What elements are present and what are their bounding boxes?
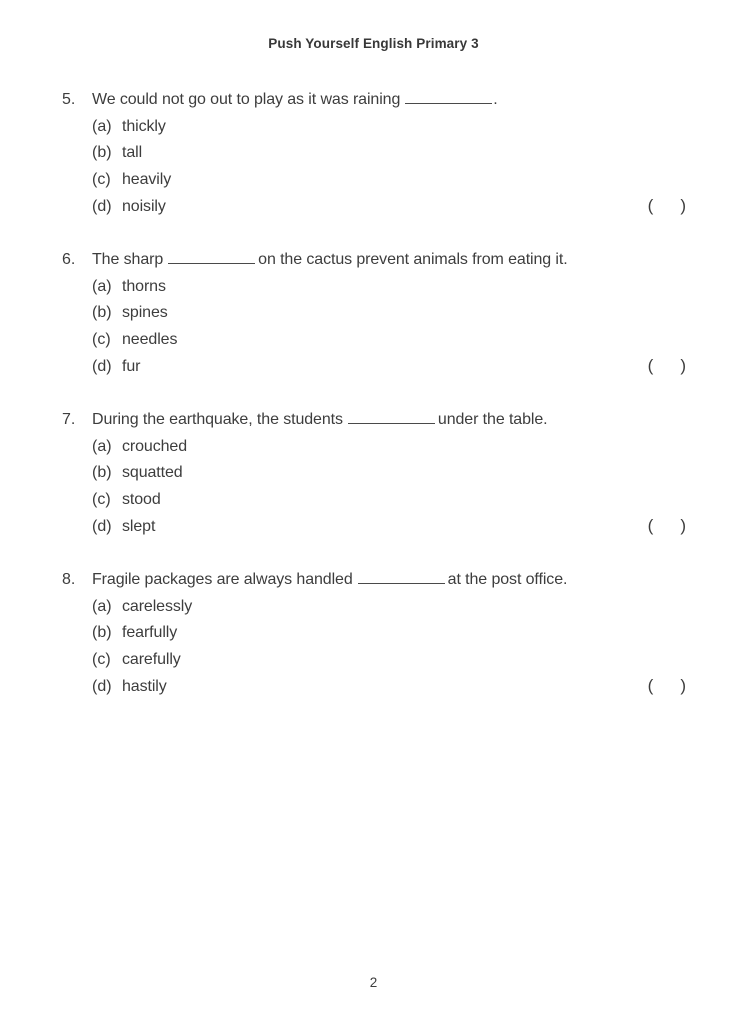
question-text — [92, 407, 686, 434]
option-text: spines — [122, 304, 168, 322]
option-label: (a) — [92, 437, 112, 455]
bracket-open: ( — [647, 676, 654, 696]
answer-bracket — [648, 513, 686, 540]
option-text: fur — [122, 358, 141, 376]
option-text: squatted — [122, 464, 183, 482]
option-text: thickly — [122, 117, 166, 135]
questions-section — [0, 87, 747, 701]
option-row — [62, 513, 686, 541]
bracket-open: ( — [647, 356, 654, 376]
option-label: (d) — [92, 678, 112, 696]
option-text: hastily — [122, 678, 167, 696]
option-label: (c) — [92, 650, 111, 668]
question-text-before: During the earthquake, the students — [92, 410, 343, 428]
option-text: heavily — [122, 170, 172, 188]
option-label: (c) — [92, 330, 111, 348]
question-block-8 — [62, 567, 686, 701]
answer-bracket — [648, 193, 686, 220]
question-line — [62, 87, 686, 114]
option-row — [62, 193, 686, 221]
question-number: 6. — [62, 250, 76, 268]
option-text: noisily — [122, 198, 166, 216]
question-text-after: at the post office. — [447, 570, 568, 588]
option-row — [62, 647, 686, 674]
question-text — [92, 567, 686, 594]
option-label: (c) — [92, 490, 111, 508]
question-block-5 — [62, 87, 686, 221]
question-text-after: under the table. — [437, 410, 548, 428]
answer-blank — [358, 572, 445, 584]
answer-blank — [168, 252, 255, 264]
option-row — [62, 167, 686, 194]
option-row — [62, 594, 686, 621]
question-line — [62, 247, 686, 274]
option-row — [62, 140, 686, 167]
bracket-close: ) — [680, 356, 686, 376]
option-text: stood — [122, 490, 161, 508]
option-row — [62, 460, 686, 487]
option-label: (b) — [92, 304, 112, 322]
option-row — [62, 274, 686, 301]
answer-bracket — [648, 673, 686, 700]
question-number: 7. — [62, 410, 76, 428]
option-text: tall — [122, 144, 143, 162]
page-footer — [0, 975, 747, 990]
option-text: crouched — [122, 437, 188, 455]
option-label: (a) — [92, 117, 112, 135]
option-text: fearfully — [122, 624, 178, 642]
option-row — [62, 353, 686, 381]
option-label: (b) — [92, 624, 112, 642]
bracket-close: ) — [680, 516, 686, 536]
page-header — [0, 0, 747, 51]
option-label: (d) — [92, 198, 112, 216]
option-row — [62, 300, 686, 327]
option-label: (d) — [92, 358, 112, 376]
option-row — [62, 620, 686, 647]
option-row — [62, 114, 686, 141]
question-text-after: on the cactus prevent animals from eating it. — [258, 250, 568, 268]
option-label: (a) — [92, 277, 112, 295]
option-label: (a) — [92, 597, 112, 615]
option-text: needles — [122, 330, 178, 348]
question-text-before: Fragile packages are always handled — [92, 570, 353, 588]
question-line — [62, 407, 686, 434]
question-number: 8. — [62, 570, 76, 588]
option-label: (d) — [92, 518, 112, 536]
bracket-open: ( — [647, 196, 654, 216]
option-row — [62, 673, 686, 701]
option-label: (b) — [92, 464, 112, 482]
option-row — [62, 434, 686, 461]
answer-blank — [348, 412, 435, 424]
question-line — [62, 567, 686, 594]
option-row — [62, 487, 686, 514]
book-title: Push Yourself English Primary 3 — [268, 36, 479, 51]
question-number: 5. — [62, 91, 76, 108]
question-text-after: . — [493, 91, 498, 108]
bracket-close: ) — [680, 676, 686, 696]
page-number: 2 — [369, 975, 378, 990]
question-text — [92, 247, 686, 274]
bracket-open: ( — [647, 516, 654, 536]
answer-bracket — [648, 353, 686, 380]
question-block-6 — [62, 247, 686, 381]
question-text-before: The sharp — [92, 250, 164, 268]
option-text: thorns — [122, 277, 166, 295]
answer-blank — [405, 92, 492, 104]
option-text: carefully — [122, 650, 181, 668]
option-text: slept — [122, 518, 156, 536]
option-label: (c) — [92, 170, 111, 188]
option-label: (b) — [92, 144, 112, 162]
question-block-7 — [62, 407, 686, 541]
question-text-before: We could not go out to play as it was raining — [92, 91, 401, 108]
option-text: carelessly — [122, 597, 193, 615]
bracket-close: ) — [680, 196, 686, 216]
question-text — [92, 87, 686, 114]
option-row — [62, 327, 686, 354]
